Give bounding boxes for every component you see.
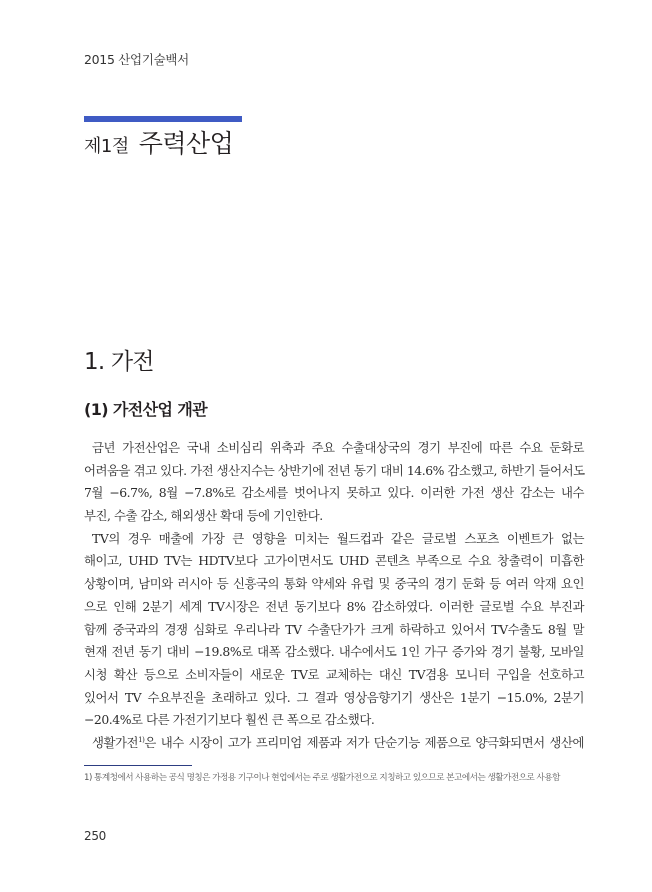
paragraph-line: 현재 전년 동기 대비 −19.8%로 대폭 감소했다. 내수에서도 1인 가구 증가와 경기 불황, 모바일: [84, 644, 584, 660]
paragraph-line: 금년 가전산업은 국내 소비심리 위축과 주요 수출대상국의 경기 부진에 따른 수요 둔화로: [92, 440, 584, 455]
paragraph-line: 시청 확산 등으로 소비자들이 새로운 TV로 교체하는 대신 TV겸용 모니터 구입을 선호하고: [84, 666, 584, 682]
body-text: [84, 437, 584, 755]
paragraph-line: 함께 중국과의 경쟁 심화로 우리나라 TV 수출단가가 크게 하락하고 있어서 TV수출도 8월 말: [84, 621, 584, 637]
section-title: 1. 가전: [84, 349, 154, 375]
subsection-title: (1) 가전산업 개관: [84, 400, 208, 419]
paragraph-line: 부진, 수출 감소, 해외생산 확대 등에 기인한다.: [84, 508, 323, 524]
footnote-divider: [84, 765, 192, 766]
footnote: 1) 통계청에서 사용하는 공식 명칭은 가정용 기구이나 현업에서는 주로 생활가전으로 지칭하고 있으므로 본고에서는 생활가전으로 사용함: [84, 773, 560, 783]
paragraph-line: 으로 인해 2분기 세계 TV시장은 전년 동기보다 8% 감소하였다. 이러한 글로벌 수요 부진과: [84, 598, 584, 614]
footnote-anchor-text: 생활가전: [92, 734, 139, 750]
chapter-accent-bar: [84, 116, 242, 122]
footnote-reference[interactable]: 1): [138, 735, 145, 744]
paragraph-line: −20.4%로 다른 가전기기보다 훨씬 큰 폭으로 감소했다.: [84, 712, 375, 728]
chapter-number: 제1절: [84, 136, 129, 157]
paragraph-line: TV의 경우 매출에 가장 큰 영향을 미치는 월드컵과 같은 글로벌 스포츠 이벤트가 없는: [92, 530, 584, 546]
paragraph-line: 7월 −6.7%, 8월 −7.8%로 감소세를 벗어나지 못하고 있다. 이러한 가전 생산 감소는 내수: [84, 485, 584, 501]
running-header: 2015 산업기술백서: [84, 52, 189, 67]
page-number: 250: [84, 829, 107, 843]
paragraph-line: [84, 732, 584, 755]
paragraph-line-continued: 은 내수 시장이 고가 프리미엄 제품과 저가 단순기능 제품으로 양극화되면서 생산에: [144, 734, 584, 750]
chapter-heading: [84, 124, 233, 160]
paragraph-line: 어려움을 겪고 있다. 가전 생산지수는 상반기에 전년 동기 대비 14.6% 감소했고, 하반기 들어서도: [84, 462, 585, 478]
paragraph-line: 있어서 TV 수요부진을 초래하고 있다. 그 결과 영상음향기기 생산은 1분기 −15.0%, 2분기: [84, 689, 584, 705]
chapter-title: 주력산업: [138, 129, 234, 158]
paragraph-line: 상황이며, 남미와 러시아 등 신흥국의 통화 약세와 유럽 및 중국의 경기 둔화 등 여러 악재 요인: [84, 576, 584, 592]
paragraph-line: 해이고, UHD TV는 HDTV보다 고가이면서도 UHD 콘텐츠 부족으로 수요 창출력이 미흡한: [84, 553, 584, 569]
